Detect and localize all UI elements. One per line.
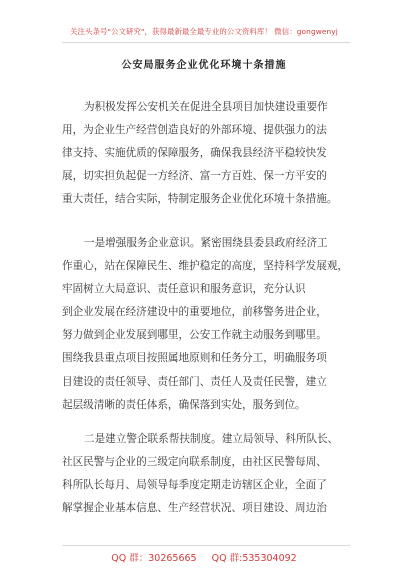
text-line: 展，切实担负起促一方经济、富一方百姓、保一方平安的	[62, 170, 327, 183]
text-line: 解掌握企业基本信息、生产经营状况、项目建设、周边治	[62, 502, 327, 515]
header-divider	[62, 42, 350, 43]
text-line: 二是建立警企联系帮扶制度。建立局领导、科所队长、	[84, 433, 339, 445]
paragraph-measure-1	[62, 232, 352, 417]
text-line: 起层级清晰的责任体系，确保落到实处，服务到位。	[62, 398, 306, 411]
document-title: 公安局服务企业优化环境十条措施	[121, 60, 287, 71]
footer-contact	[0, 550, 408, 564]
paragraph-intro	[62, 96, 352, 211]
text-line: 科所队长每月、局领导每季度定期走访辖区企业，全面了	[62, 479, 327, 492]
paragraph-measure-2	[62, 428, 352, 520]
footer-divider	[62, 545, 350, 546]
text-line: 律支持、实施优质的保障服务，确保我县经济平稳较快发	[62, 147, 327, 160]
text-line: 为积极发挥公安机关在促进全县项目加快建设重要作	[84, 101, 328, 113]
qq-group-2: QQ 群:535304092	[211, 553, 297, 564]
text-line: 一是增强服务企业意识。紧密围绕县委县政府经济工	[84, 237, 328, 249]
text-line: 用，为企业生产经营创造良好的外部环境、提供强力的法	[62, 124, 327, 137]
text-line: 牢固树立大局意识、责任意识和服务意识，充分认识	[62, 283, 306, 296]
qq-group-1: QQ 群：30265665	[111, 553, 197, 564]
text-line: 围绕我县重点项目按照属地原则和任务分工，明确服务项	[62, 352, 327, 365]
text-line: 社区民警与企业的三级定向联系制度，由社区民警每周、	[62, 456, 327, 469]
text-line: 作重心，站在保障民生、维护稳定的高度，坚持科学发展观，	[62, 260, 349, 273]
text-line: 重大责任，结合实际，特制定服务企业优化环境十条措施。	[62, 193, 338, 206]
text-line: 目建设的责任领导、责任部门、责任人及责任民警，建立	[62, 375, 327, 388]
text-line: 努力做到企业发展到哪里，公安工作就主动服务到哪里。	[62, 329, 327, 342]
header-promo-note: 关注头条号"公文研究"，获得最新最全最专业的公文资料库！ 微信：gongwenyj	[70, 27, 338, 36]
text-line: 到企业发展在经济建设中的重要地位，前移警务进企业，	[62, 306, 327, 319]
